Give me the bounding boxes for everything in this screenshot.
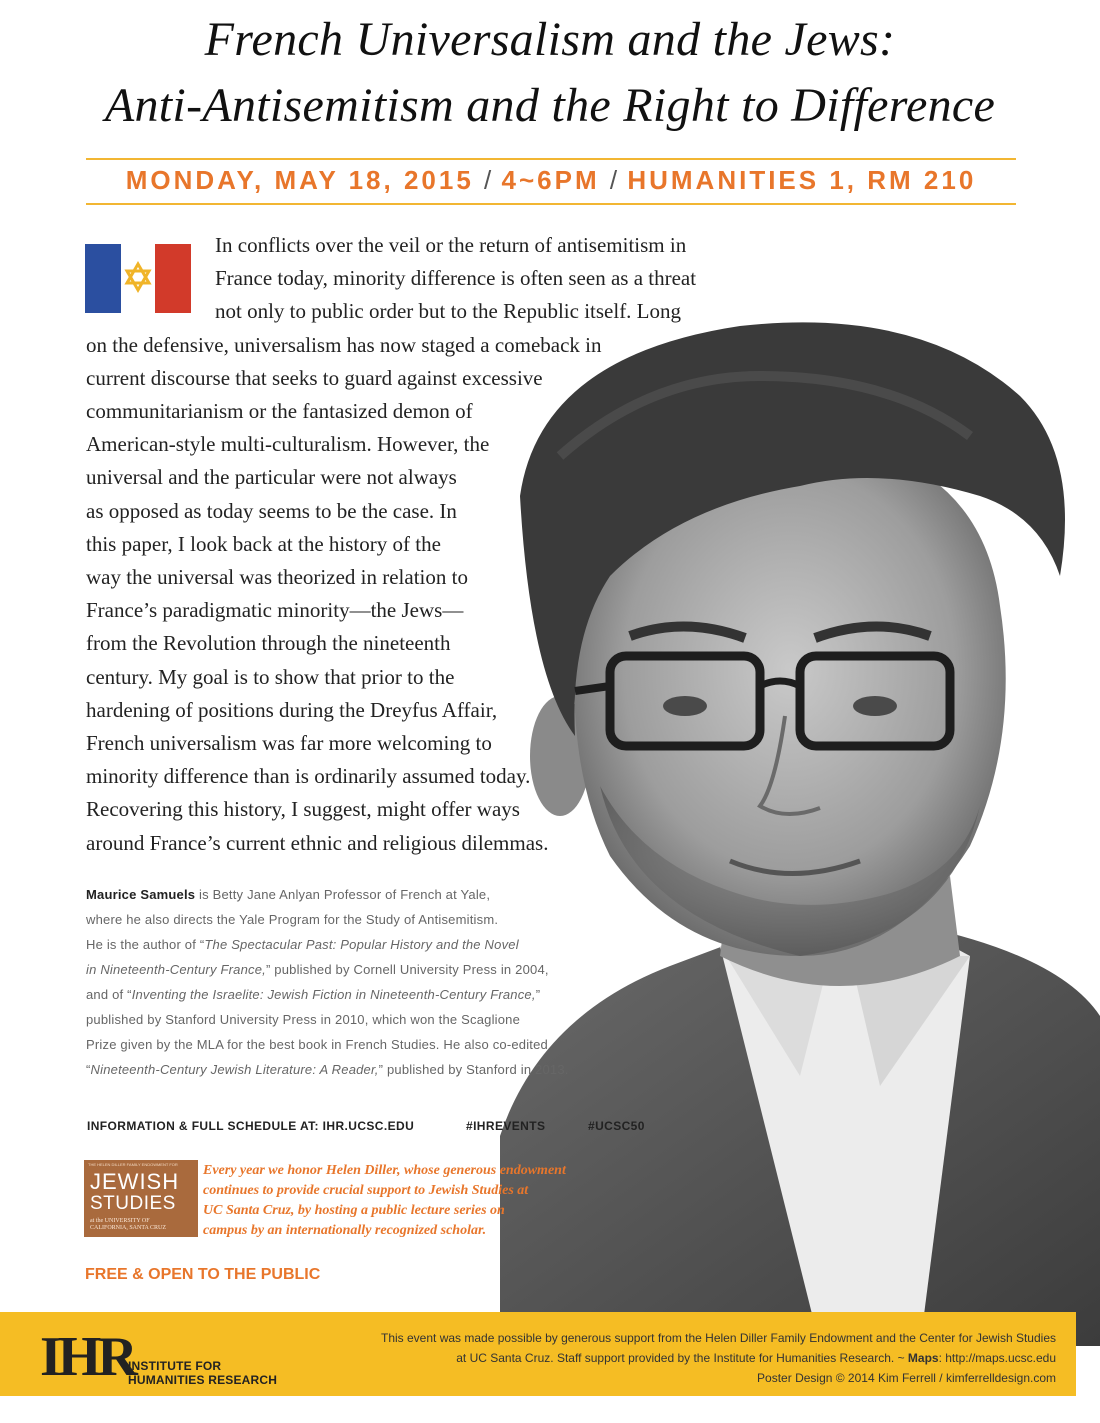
bio-text: ” — [535, 987, 541, 1002]
bio-line — [86, 937, 519, 952]
abstract-line: American-style multi-culturalism. However, the — [86, 432, 490, 457]
event-date: MONDAY, MAY 18, 2015 — [125, 165, 474, 195]
bio-line: where he also directs the Yale Program for the Study of Antisemitism. — [86, 912, 499, 927]
title-line-2: Anti-Antisemitism and the Right to Difference — [104, 79, 996, 132]
abstract-line: universal and the particular were not always — [86, 465, 457, 490]
logo-university — [90, 1218, 166, 1232]
abstract-line: current discourse that seeks to guard against excessive — [86, 365, 543, 390]
separator: / — [609, 165, 618, 195]
book-title: Inventing the Israelite: Jewish Fiction in Nineteenth-Century France, — [131, 987, 536, 1002]
flag-red-stripe — [155, 244, 191, 313]
diller-text: campus by an internationally recognized scholar. — [203, 1223, 487, 1238]
abstract-line: minority difference than is ordinarily assumed today. — [86, 764, 531, 789]
logo-university-line: at the UNIVERSITY OF — [90, 1218, 150, 1224]
speaker-name: Maurice Samuels — [86, 887, 196, 902]
free-open-public: FREE & OPEN TO THE PUBLIC — [85, 1266, 321, 1283]
diller-text: UC Santa Cruz, by hosting a public lecture series on — [203, 1203, 505, 1218]
bio-text: He is the author of “ — [86, 937, 205, 952]
hashtag-ucsc50: #UCSC50 — [588, 1119, 645, 1133]
maps-label: Maps — [907, 1351, 939, 1365]
bio-text: ” published by Cornell University Press in 2004, — [265, 962, 549, 977]
bio-text: ” published by Stanford in 2013. — [378, 1062, 569, 1077]
ihr-logo: IHR — [40, 1326, 134, 1388]
abstract-line: as opposed as today seems to be the case. In — [86, 498, 457, 523]
rule-bottom — [86, 203, 1016, 205]
credit-text: at UC Santa Cruz. Staff support provided by the Institute for Humanities Research. ~ — [456, 1351, 908, 1365]
jewish-studies-logo — [84, 1160, 198, 1237]
abstract-line: In conflicts over the veil or the return of antisemitism in — [215, 233, 687, 257]
credit-line-3: Poster Design © 2014 Kim Ferrell / kimferrelldesign.com — [757, 1371, 1056, 1385]
abstract-line: France today, minority difference is often seen as a threat — [215, 266, 697, 291]
abstract-line: Recovering this history, I suggest, might offer ways — [86, 797, 520, 822]
separator: / — [484, 165, 492, 195]
abstract-line: this paper, I look back at the history of the — [86, 531, 441, 556]
abstract-line: not only to public order but to the Republic itself. Long — [215, 299, 682, 324]
diller-text: Every year we honor Helen Diller, whose generous endowment — [203, 1163, 566, 1178]
maps-url: : http://maps.ucsc.edu — [938, 1351, 1056, 1365]
flag-blue-stripe — [85, 244, 121, 313]
bio-text: “ — [86, 1062, 91, 1077]
logo-jewish: JEWISH — [90, 1169, 180, 1194]
abstract-line: French universalism was far more welcoming to — [86, 731, 492, 755]
event-dateline — [86, 165, 1016, 196]
book-title: Nineteenth-Century Jewish Literature: A Reader, — [90, 1062, 379, 1077]
bio-line — [86, 887, 490, 902]
credit-line-2 — [456, 1351, 1056, 1365]
bio-text: is Betty Jane Anlyan Professor of French at Yale, — [195, 887, 491, 902]
footer-bar — [0, 1312, 1076, 1396]
abstract-line: around France’s current ethnic and religious dilemmas. — [86, 830, 549, 855]
star-of-david-icon — [121, 260, 155, 294]
bio-text: and of “ — [86, 987, 132, 1002]
flag-white-stripe — [121, 244, 155, 313]
credit-line-1: This event was made possible by generous support from the Helen Diller Family Endowment and the Center for Jewish Studies — [381, 1331, 1056, 1345]
diller-text: continues to provide crucial support to Jewish Studies at — [203, 1183, 529, 1198]
bio-line — [86, 1062, 569, 1077]
abstract-line: way the universal was theorized in relation to — [86, 565, 468, 589]
bio-line: published by Stanford University Press in 2010, which won the Scaglione — [86, 1012, 521, 1027]
abstract-line: France’s paradigmatic minority—the Jews— — [86, 598, 464, 623]
abstract-line: from the Revolution through the nineteenth — [86, 631, 451, 656]
book-title: in Nineteenth-Century France, — [86, 962, 266, 977]
abstract-line: century. My goal is to show that prior to the — [86, 664, 455, 689]
abstract-line: communitarianism or the fantasized demon of — [86, 399, 473, 423]
logo-endowment-text: THE HELEN DILLER FAMILY ENDOWMENT FOR — [88, 1162, 178, 1167]
schedule-info: INFORMATION & FULL SCHEDULE AT: IHR.UCSC.EDU — [87, 1119, 415, 1133]
bio-line — [86, 962, 549, 977]
book-title: The Spectacular Past: Popular History and the Novel — [204, 937, 519, 952]
portrait-photo — [500, 316, 1100, 1346]
abstract-line: on the defensive, universalism has now staged a comeback in — [86, 332, 602, 357]
event-location: HUMANITIES 1, RM 210 — [627, 165, 977, 195]
abstract-line: hardening of positions during the Dreyfus Affair, — [86, 697, 498, 722]
title-line-1: French Universalism and the Jews: — [204, 13, 896, 66]
ihr-name-line-1: INSTITUTE FOR — [128, 1359, 222, 1373]
event-time: 4~6PM — [501, 165, 600, 195]
rule-top — [86, 158, 1016, 160]
bio-line: Prize given by the MLA for the best book in French Studies. He also co-edited — [86, 1037, 548, 1052]
logo-studies: STUDIES — [90, 1193, 176, 1214]
bio-line — [86, 987, 540, 1002]
hashtag-ihrevents: #IHREVENTS — [466, 1119, 546, 1133]
ihr-name-line-2: HUMANITIES RESEARCH — [128, 1373, 278, 1387]
logo-university-line: CALIFORNIA, SANTA CRUZ — [90, 1225, 167, 1231]
tricolor-star-flag-icon — [85, 244, 191, 313]
